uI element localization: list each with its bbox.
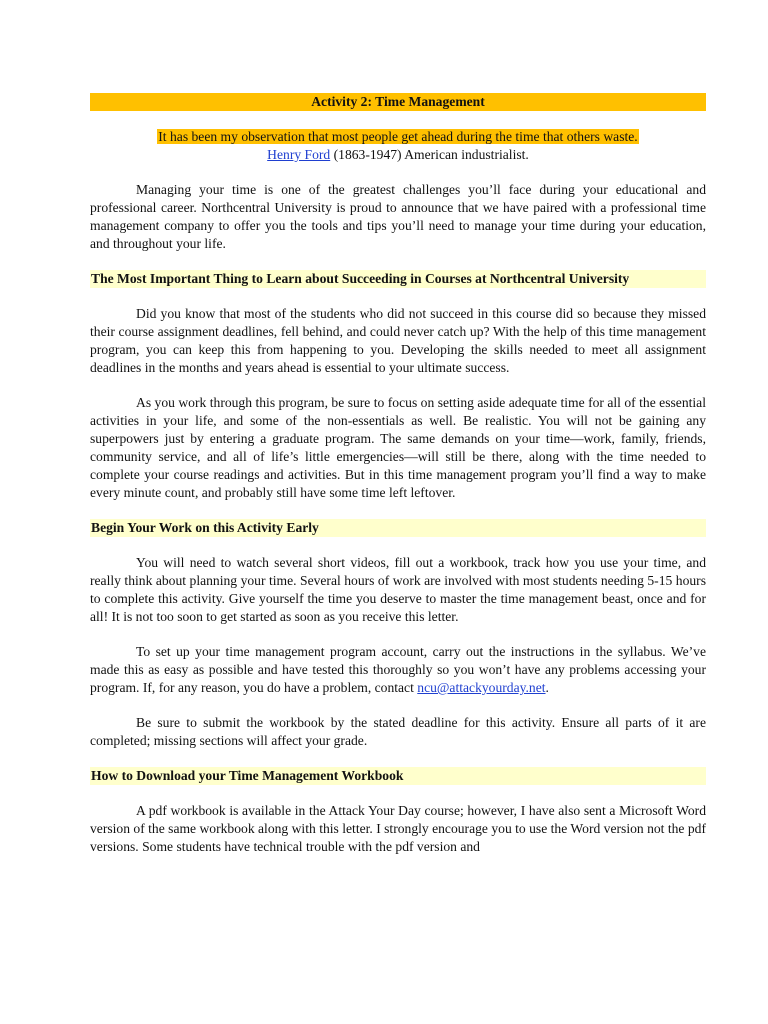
attribution-rest: (1863-1947) American industrialist. [330, 147, 529, 162]
quote-block [90, 128, 706, 146]
section2-paragraph-2-end: . [545, 680, 549, 695]
henry-ford-link[interactable]: Henry Ford [267, 147, 331, 162]
section2-paragraph-1: You will need to watch several short videos, fill out a workbook, track how you use your time, and really think about planning your time. Several hours of work are involved with most students needing 5-15 hours to complete this activity. Give yourself the time you deserve to master the time management beast, once and for all! It is not too soon to get started as soon as you receive this letter. [90, 555, 706, 624]
section1-paragraph-2: As you work through this program, be sure to focus on setting aside adequate time for all of the essential activities in your life, and some of the non-essentials as well. Be realistic. You will not be gaining any superpowers just by entering a graduate program. The same demands on your time—work, family, friends, community service, and all of life’s little emergencies—will still be there, along with the time needed to complete your course readings and activities. But in this time management program you’ll find a way to make every minute count, and probably still have some time left leftover. [90, 395, 706, 500]
section2-paragraph-2 [90, 643, 706, 697]
section3-paragraph-1: A pdf workbook is available in the Attack Your Day course; however, I have also sent a Microsoft Word version of the same workbook along with this letter. I strongly encourage you to use the Word version not the pdf versions. Some students have technical trouble with the pdf version and [90, 803, 706, 854]
section-heading-begin-early: Begin Your Work on this Activity Early [90, 519, 706, 537]
section-heading-succeeding: The Most Important Thing to Learn about Succeeding in Courses at Northcentral University [90, 270, 706, 288]
section1-paragraph-1: Did you know that most of the students who did not succeed in this course did so because they missed their course assignment deadlines, fell behind, and could never catch up? With the help of this time management program, you can keep this from happening to you. Developing the skills needed to meet all assignment deadlines in the months and years ahead is essential to your ultimate success. [90, 306, 706, 375]
quote-text: It has been my observation that most people get ahead during the time that others waste. [158, 129, 638, 144]
section2-paragraph-3: Be sure to submit the workbook by the stated deadline for this activity. Ensure all parts of it are completed; missing sections will affect your grade. [90, 715, 706, 748]
document-title: Activity 2: Time Management [90, 93, 706, 111]
quote-attribution [90, 146, 706, 164]
document-body [90, 93, 706, 856]
support-email-link[interactable]: ncu@attackyourday.net [417, 680, 546, 695]
section-heading-download: How to Download your Time Management Workbook [90, 767, 706, 785]
section2-paragraph-2-text: To set up your time management program account, carry out the instructions in the syllabus. We’ve made this as easy as possible and have tested this thoroughly so you won’t have any problems accessing your program. If, for any reason, you do have a problem, contact [90, 644, 706, 695]
intro-paragraph: Managing your time is one of the greatest challenges you’ll face during your educational and professional career. Northcentral University is proud to announce that we have paired with a professional time management company to offer you the tools and tips you’ll need to manage your time during your education, and throughout your life. [90, 182, 706, 251]
